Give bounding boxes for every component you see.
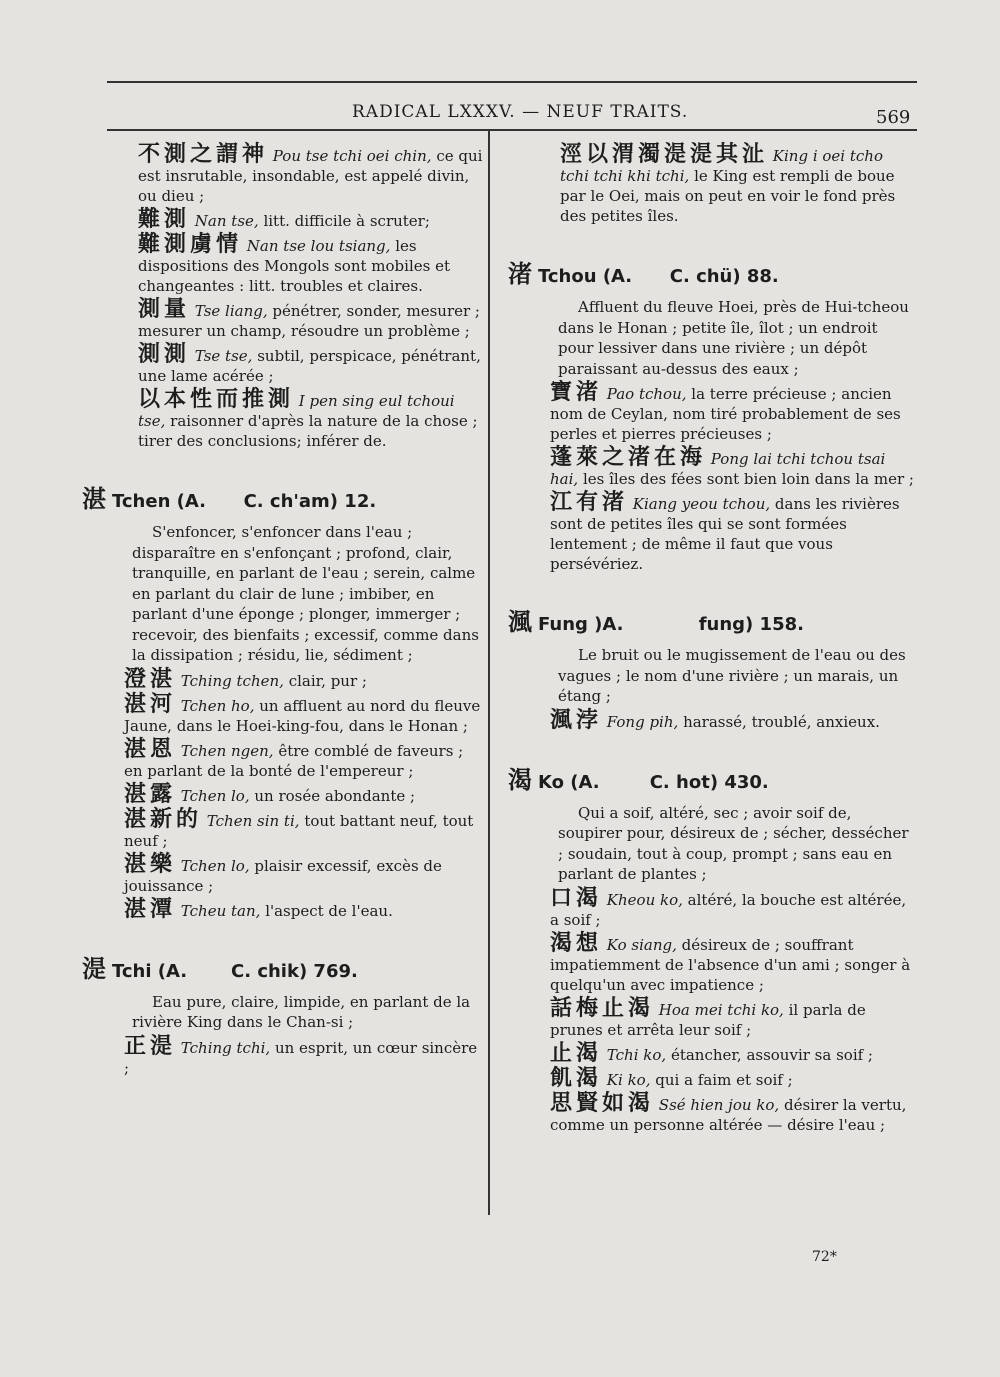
head-character: 湛 [82,485,106,513]
character-heading [508,254,916,289]
chinese-term: 湛恩 [124,736,177,762]
chinese-term: 寶渚 [550,380,603,405]
chinese-term: 湛河 [124,691,177,717]
definition-text: clair, pur ; [288,671,367,690]
chinese-term: 以本性而推測 [138,387,295,412]
romanization: Tching tchen, [180,671,284,690]
chinese-term: 不測之謂神 [138,142,269,167]
compound-entry [550,445,916,489]
romanization: King i oei tcho tchi tchi khi tchi, [560,147,883,185]
character-heading [508,602,916,637]
romanization: Ki ko, [606,1070,651,1089]
compound-entry [550,490,916,574]
romanization: Fong pih, [606,712,679,731]
compound-entry [124,851,484,896]
compound-entry [124,896,484,922]
definition-text: plaisir excessif, excès de jouissance ; [124,856,442,895]
definition-text: le King est rempli de boue par le Oei, mais on peut en voir le fond près des petites îles. [560,167,896,225]
right-column [508,141,916,1135]
definition-text: la terre précieuse ; ancien nom de Ceylan, nom tiré probablement de ses perles et pierres précieuses ; [550,385,901,443]
dictionary-entry [138,207,484,232]
character-definition: Qui a soif, altéré, sec ; avoir soif de, soupirer pour, désireux de ; sécher, dessécher ; soudain, tout à coup, prompt ; sans eau en parlant de plantes ; [558,803,909,883]
dictionary-entry [138,387,484,451]
chinese-term: 飢渴 [550,1065,603,1091]
romanization: Pao tchou, [606,385,687,403]
romanization: Tchen lo, [180,856,250,875]
romanization: Tchen sin ti, [206,811,300,830]
character-definition: Le bruit ou le mugissement de l'eau ou des vagues ; le nom d'une rivière ; un marais, un étang ; [558,646,906,705]
chinese-term: 渴想 [550,930,603,956]
chinese-term: 口渴 [550,885,603,911]
romanization: Kheou ko, [606,890,683,909]
definition-text: litt. difficile à scruter; [263,212,430,230]
compound-entry [124,781,484,807]
dictionary-entry [138,342,484,386]
column-divider [488,131,490,1215]
definition-text: désirer la vertu, comme un personne altérée — désire l'eau ; [550,1095,907,1134]
compound-entry [124,1033,484,1078]
definition-text: ce qui est insrutable, insondable, est appelé divin, ou dieu ; [138,147,483,205]
definition-text: désireux de ; souffrant impatiemment de l'absence d'un ami ; songer à quelqu'un avec impatience ; [550,935,911,994]
definition-text: un affluent au nord du fleuve Jaune, dans le Hoei-king-fou, dans le Honan ; [124,696,481,735]
chinese-term: 湛新的 [124,806,203,832]
head-character: 渚 [508,260,532,288]
dictionary-entry [138,232,484,296]
dictionary-entry [138,142,484,206]
romanization: Tchen lo, [180,786,250,805]
definition-text: les îles des fées sont bien loin dans la mer ; [582,470,914,488]
definition-text: étancher, assouvir sa soif ; [670,1045,873,1064]
head-character: 渢 [508,608,532,636]
chinese-term: 渢浡 [550,707,603,733]
chinese-term: 話梅止渴 [550,995,655,1021]
head-reading: Fung )A. fung) 158. [538,614,804,635]
romanization: Tchi ko, [606,1045,667,1064]
character-heading [82,949,484,984]
compound-entry [124,691,484,736]
chinese-term: 湛潭 [124,896,177,922]
compound-entry [550,1090,916,1135]
romanization: Kiang yeou tchou, [632,495,771,513]
character-definition: Eau pure, claire, limpide, en parlant de la rivière King dans le Chan-si ; [132,992,471,1031]
chinese-term: 思賢如渴 [550,1090,655,1116]
definition-text: subtil, perspicace, pénétrant, une lame acérée ; [138,347,481,385]
romanization: Tse tse, [194,347,253,365]
dictionary-entry [560,142,916,226]
definition-text: dans les rivières sont de petites îles qui se sont formées lentement ; de même il faut que vous persévériez. [550,495,900,573]
compound-entry [550,885,916,930]
head-character: 湜 [82,954,106,983]
romanization: Tching tchi, [180,1038,271,1057]
dictionary-entry [138,297,484,341]
compound-entry [550,930,916,995]
head-reading: Tchi (A. C. chik) 769. [112,960,358,982]
definition-text: l'aspect de l'eau. [265,901,393,920]
romanization: Pou tse tchi oei chin, [272,147,432,165]
romanization: Nan tse lou tsiang, [246,237,391,255]
romanization: Nan tse, [194,212,259,230]
romanization: I pen sing eul tchoui tse, [138,392,455,430]
definition-text: un rosée abondante ; [254,786,416,805]
romanization: Tchen ngen, [180,741,274,760]
chinese-term: 測測 [138,342,191,367]
chinese-term: 蓬萊之渚在海 [550,445,707,470]
header-rule [107,129,917,131]
definition-text: raisonner d'après la nature de la chose ; tirer des conclusions; inférer de. [138,412,478,450]
head-character: 渴 [508,765,532,794]
head-reading: Ko (A. C. hot) 430. [538,771,769,793]
character-heading [508,760,916,795]
compound-entry [124,806,484,851]
definition-text: tout battant neuf, tout neuf ; [124,811,474,850]
chinese-term: 難測 [138,207,191,232]
chinese-term: 測量 [138,297,191,322]
definition-text: un esprit, un cœur sincère ; [124,1038,478,1077]
signature-mark: 72* [812,1249,837,1265]
running-head: RADICAL LXXXV. — NEUF TRAITS. [352,102,689,122]
compound-entry [550,995,916,1040]
compound-entry [550,707,916,733]
page-number: 569 [876,107,911,128]
chinese-term: 湛樂 [124,851,177,877]
romanization: Ko siang, [606,935,677,954]
compound-entry [550,1065,916,1091]
left-column [82,141,484,1078]
romanization: Tse liang, [194,302,268,320]
character-definition: S'enfoncer, s'enfoncer dans l'eau ; disparaître en s'enfonçant ; profond, clair, tranquille, en parlant de l'eau ; serein, calme en parlant du clair de lune ; imbiber, en parlant d'une éponge ; plonger, immerger ; recevoir, des bienfaits ; excessif, comme dans la dissipation ; résidu, lie, sédiment ; [132,523,479,664]
chinese-term: 涇以渭濁湜湜其沚 [560,142,769,167]
chinese-term: 難測虜情 [138,232,243,257]
head-reading: Tchou (A. C. chü) 88. [538,266,779,287]
chinese-term: 正湜 [124,1033,177,1059]
definition-text: il parla de prunes et arrêta leur soif ; [550,1000,866,1039]
romanization: Tchen ho, [180,696,255,715]
definition-text: pénétrer, sonder, mesurer ; mesurer un champ, résoudre un problème ; [138,302,480,340]
compound-entry [550,380,916,444]
definition-text: altéré, la bouche est altérée, a soif ; [550,890,907,929]
compound-entry [124,736,484,781]
head-reading: Tchen (A. C. ch'am) 12. [112,491,377,512]
definition-text: qui a faim et soif ; [655,1070,793,1089]
top-rule [107,81,917,83]
romanization: Pong lai tchi tchou tsai hai, [550,450,886,488]
character-heading [82,479,484,514]
definition-text: harassé, troublé, anxieux. [683,712,880,731]
definition-text: être comblé de faveurs ; en parlant de la bonté de l'empereur ; [124,741,464,780]
romanization: Ssé hien jou ko, [658,1095,780,1114]
compound-entry [550,1040,916,1066]
romanization: Tcheu tan, [180,901,261,920]
compound-entry [124,666,484,692]
chinese-term: 澄湛 [124,666,177,692]
character-definition: Affluent du fleuve Hoei, près de Hui-tcheou dans le Honan ; petite île, îlot ; un endroit pour lessiver dans une rivière ; un dépôt paraissant au-dessus des eaux ; [558,298,909,378]
chinese-term: 江有渚 [550,490,629,515]
romanization: Hoa mei tchi ko, [658,1000,784,1019]
chinese-term: 止渴 [550,1040,603,1066]
chinese-term: 湛露 [124,781,177,807]
definition-text: les dispositions des Mongols sont mobiles et changeantes : litt. troubles et claires. [138,237,450,295]
